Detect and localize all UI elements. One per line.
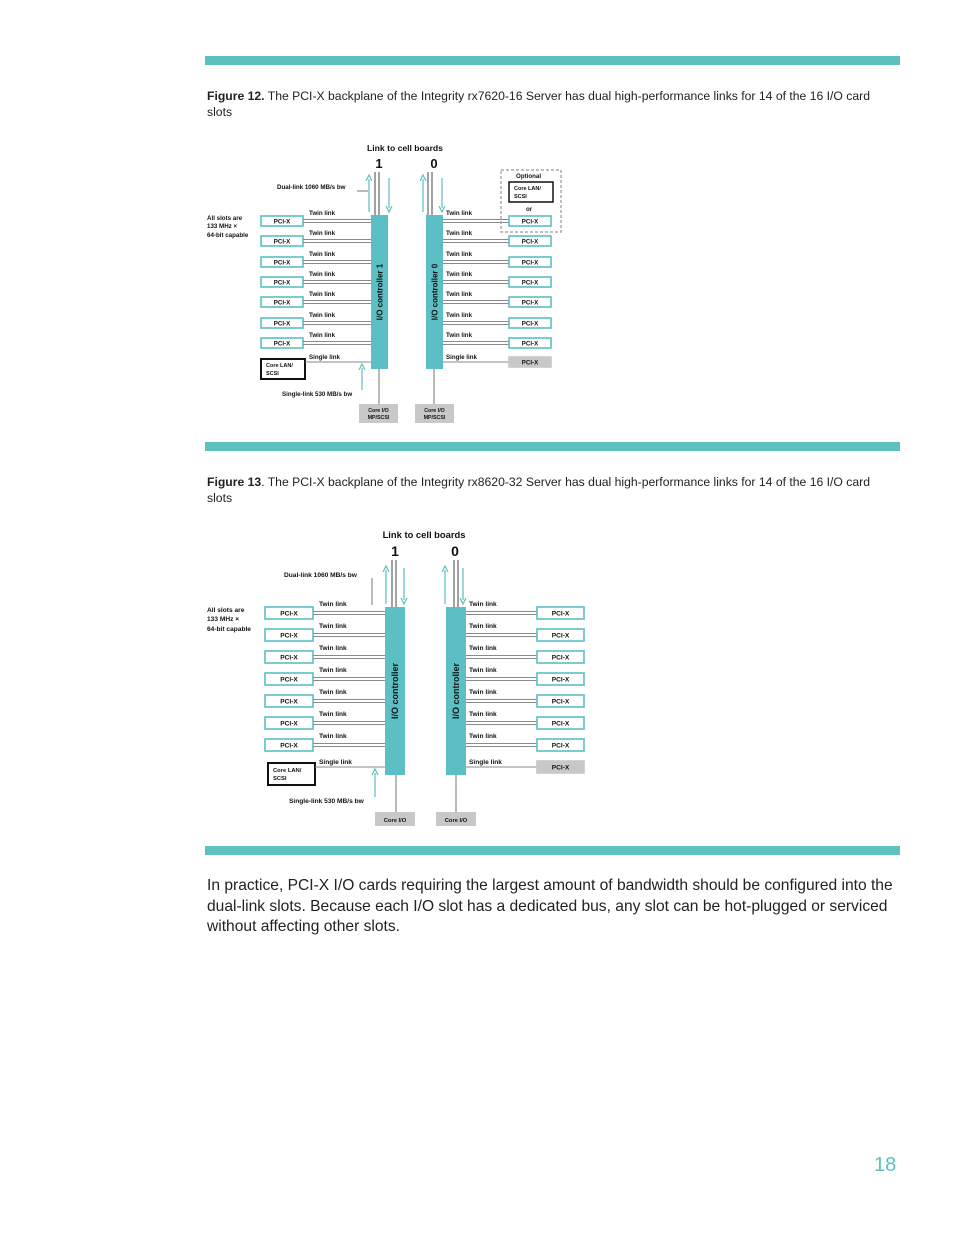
fig13-left-pcix-3-label: PCI-X xyxy=(280,654,298,662)
fig13-left-pcix-6-label: PCI-X xyxy=(280,720,298,728)
fig12-optional: Optional xyxy=(516,173,542,180)
fig13-core-lan-2: SCSI xyxy=(273,776,287,782)
fig12-right-twin-1: Twin link xyxy=(446,210,473,217)
fig12-optional-box-1: Core LAN/ xyxy=(514,186,541,192)
fig13-left-twin-7: Twin link xyxy=(319,733,347,740)
fig12-all-slots-1: All slots are xyxy=(207,215,243,222)
fig13-right-pcix-4-label: PCI-X xyxy=(551,676,570,684)
fig12-left-twin-4: Twin link xyxy=(309,271,336,278)
fig12-single-bw: Single-link 530 MB/s bw xyxy=(282,391,353,398)
fig12-all-slots-3: 64-bit capable xyxy=(207,232,249,239)
fig13-left-pcix-4-label: PCI-X xyxy=(280,676,298,684)
fig13-right-twin-1: Twin link xyxy=(469,601,497,608)
fig12-left-twin-1: Twin link xyxy=(309,210,336,217)
fig13-left-twin-2: Twin link xyxy=(319,623,347,630)
fig12-right-pcix-1-label: PCI-X xyxy=(521,218,539,226)
fig12-left-twin-7: Twin link xyxy=(309,332,336,339)
fig12-optional-box-2: SCSI xyxy=(514,194,527,200)
fig13-right-twin-6: Twin link xyxy=(469,711,497,718)
fig12-left-pcix-5-label: PCI-X xyxy=(273,299,291,307)
fig13-left-twin-4: Twin link xyxy=(319,667,347,674)
fig12-left-pcix-4-label: PCI-X xyxy=(273,279,291,287)
fig12-right-twin-3: Twin link xyxy=(446,251,473,258)
fig12-right-pcix-8-label: PCI-X xyxy=(521,359,539,367)
fig12-right-pcix-2-label: PCI-X xyxy=(521,238,539,246)
fig13-left-pcix-5-label: PCI-X xyxy=(280,698,298,706)
fig12-left-single: Single link xyxy=(309,354,340,361)
fig12-core-lan-1: Core LAN/ xyxy=(266,363,293,369)
body-paragraph: In practice, PCI-X I/O cards requiring the largest amount of bandwidth should be configured into the dual-link slots. Because each I/O slot has a dedicated bus, any slot can be hot-plugged or serviced without affecting other slots. xyxy=(207,877,893,935)
fig12-left-pcix-6-label: PCI-X xyxy=(273,320,291,328)
figure-13-label: Figure 13 xyxy=(207,475,262,489)
fig12-left-pcix-3-label: PCI-X xyxy=(273,259,291,267)
fig13-right-single: Single link xyxy=(469,759,502,766)
figure-13-caption xyxy=(207,474,897,506)
fig13-right-pcix-5-label: PCI-X xyxy=(551,698,570,706)
fig13-right-pcix-8-label: PCI-X xyxy=(551,764,570,772)
fig12-num-1: 1 xyxy=(375,156,383,171)
fig13-controller-0-label: I/O controller xyxy=(451,662,461,720)
fig13-core-io-0-label: Core I/O xyxy=(444,818,468,824)
fig12-core-lan-2: SCSI xyxy=(266,371,279,377)
fig12-dual-link: Dual-link 1060 MB/s bw xyxy=(277,184,346,191)
fig12-right-twin-2: Twin link xyxy=(446,230,473,237)
figure-12-text: The PCI-X backplane of the Integrity rx7620-16 Server has dual high-performance links for 14 of the 16 I/O card slots xyxy=(207,89,870,119)
fig13-right-pcix-1-label: PCI-X xyxy=(551,610,570,618)
figure-12-label: Figure 12. xyxy=(207,89,265,103)
fig12-left-twin-3: Twin link xyxy=(309,251,336,258)
fig13-left-pcix-1-label: PCI-X xyxy=(280,610,298,618)
fig12-right-twin-4: Twin link xyxy=(446,271,473,278)
fig13-num-1: 1 xyxy=(391,543,399,559)
fig12-right-pcix-3-label: PCI-X xyxy=(521,259,539,267)
fig13-link-label: Link to cell boards xyxy=(382,529,466,540)
page-number: 18 xyxy=(874,1154,897,1176)
top-rule xyxy=(205,56,900,65)
fig13-num-0: 0 xyxy=(451,543,459,559)
fig13-left-twin-6: Twin link xyxy=(319,711,347,718)
fig12-left-pcix-2-label: PCI-X xyxy=(273,238,291,246)
fig13-left-twin-3: Twin link xyxy=(319,645,347,652)
figure-13-diagram xyxy=(0,515,954,835)
fig13-right-pcix-7-label: PCI-X xyxy=(551,742,570,750)
fig12-or: or xyxy=(526,206,533,213)
fig13-right-twin-7: Twin link xyxy=(469,733,497,740)
fig12-right-single: Single link xyxy=(446,354,477,361)
fig13-controller-1-label: I/O controller xyxy=(390,662,400,720)
fig13-left-single: Single link xyxy=(319,759,352,766)
fig13-single-bw: Single-link 530 MB/s bw xyxy=(289,798,364,805)
fig12-controller-0-label: I/O controller 0 xyxy=(430,263,440,321)
fig13-right-pcix-2-label: PCI-X xyxy=(551,632,570,640)
fig13-dual-link: Dual-link 1060 MB/s bw xyxy=(284,572,357,579)
fig13-right-twin-3: Twin link xyxy=(469,645,497,652)
fig13-left-twin-1: Twin link xyxy=(319,601,347,608)
fig13-left-pcix-7-label: PCI-X xyxy=(280,742,298,750)
figure-12-diagram xyxy=(0,130,954,430)
fig12-right-twin-7: Twin link xyxy=(446,332,473,339)
fig12-all-slots-2: 133 MHz × xyxy=(207,223,238,230)
fig13-right-twin-4: Twin link xyxy=(469,667,497,674)
fig12-left-twin-5: Twin link xyxy=(309,291,336,298)
fig12-right-pcix-7-label: PCI-X xyxy=(521,340,539,348)
fig13-core-lan-1: Core LAN/ xyxy=(273,768,302,774)
fig13-all-slots-3: 64-bit capable xyxy=(207,626,251,633)
fig12-core-io-1-1: Core I/O xyxy=(368,408,389,414)
fig12-right-pcix-5-label: PCI-X xyxy=(521,299,539,307)
fig12-core-io-1-2: MP/SCSI xyxy=(367,415,390,421)
fig12-right-pcix-4-label: PCI-X xyxy=(521,279,539,287)
fig12-link-label: Link to cell boards xyxy=(367,143,443,153)
fig12-num-0: 0 xyxy=(430,156,438,171)
fig12-core-io-0-1: Core I/O xyxy=(424,408,445,414)
figure-12-caption xyxy=(207,88,897,120)
fig13-right-twin-2: Twin link xyxy=(469,623,497,630)
fig13-all-slots-2: 133 MHz × xyxy=(207,616,240,623)
fig12-right-twin-5: Twin link xyxy=(446,291,473,298)
fig12-right-twin-6: Twin link xyxy=(446,312,473,319)
bottom-rule xyxy=(205,846,900,855)
fig13-all-slots-1: All slots are xyxy=(207,607,245,614)
fig13-right-pcix-3-label: PCI-X xyxy=(551,654,570,662)
fig13-left-twin-5: Twin link xyxy=(319,689,347,696)
fig12-left-twin-6: Twin link xyxy=(309,312,336,319)
figure-13-text: . The PCI-X backplane of the Integrity rx8620-32 Server has dual high-performance links for 14 of the 16 I/O card slots xyxy=(207,475,870,505)
fig12-core-io-0-2: MP/SCSI xyxy=(423,415,446,421)
fig12-left-pcix-1-label: PCI-X xyxy=(273,218,291,226)
fig12-controller-1-label: I/O controller 1 xyxy=(375,263,385,321)
fig12-left-pcix-7-label: PCI-X xyxy=(273,340,291,348)
fig12-right-pcix-6-label: PCI-X xyxy=(521,320,539,328)
fig13-right-pcix-6-label: PCI-X xyxy=(551,720,570,728)
fig13-left-pcix-2-label: PCI-X xyxy=(280,632,298,640)
middle-rule xyxy=(205,442,900,451)
fig13-core-io-1-label: Core I/O xyxy=(383,818,407,824)
fig13-right-twin-5: Twin link xyxy=(469,689,497,696)
fig12-left-twin-2: Twin link xyxy=(309,230,336,237)
